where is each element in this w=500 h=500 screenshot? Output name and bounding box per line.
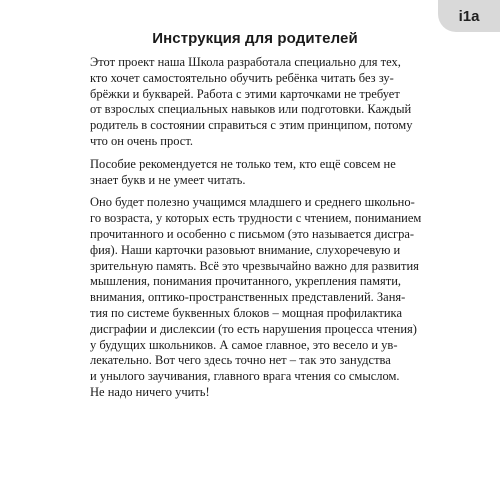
paragraph-recommendation [90,157,420,189]
page-title: Инструкция для родителей [152,30,358,47]
text-line: Этот проект наша Школа разработала специально для тех, [90,55,401,69]
text-line: родитель в состоянии справиться с этим принципом, потому [90,118,413,133]
text-line: тия по системе буквенных блоков – мощная профилактика [90,305,402,320]
document-body [90,30,420,408]
text-line: Оно будет полезно учащимся младшего и среднего школьно- [90,195,415,210]
text-line: и унылого заучивания, главного врага чтения со смыслом. [90,369,400,384]
text-line: го возраста, у которых есть трудности с чтением, пониманием [90,211,422,226]
text-line: у будущих школьников. А самое главное, это весело и ув- [90,337,398,352]
text-line: мышления, понимания прочитанного, укрепления памяти, [90,274,402,289]
text-line: лекательно. Вот чего здесь точно нет – так это занудства [90,353,391,368]
text-line: знает букв и не умеет читать. [90,172,246,187]
text-line: зрительную память. Всё это чрезвычайно важно для развития [90,258,419,273]
text-line: что он очень прост. [90,133,193,148]
text-line: прочитанного и особенно с письмом (это называется дисгра- [90,226,415,241]
page-number-tab [438,0,500,32]
paragraph-benefits [90,195,420,400]
page-number-label: i1a [458,7,480,25]
text-line: Пособие рекомендуется не только тем, кто ещё совсем не [90,156,396,171]
text-line: Не надо ничего учить! [90,384,210,399]
text-line: фия). Наши карточки разовьют внимание, слухоречевую и [90,242,401,257]
text-line: от взрослых специальных навыков или подготовки. Каждый [90,102,412,117]
text-line: внимания, оптико-пространственных представлений. Заня- [90,290,406,305]
text-line: брёжки и букварей. Работа с этими карточками не требует [90,86,400,101]
paragraph-intro [90,55,420,150]
text-line: дисграфии и дислексии (то есть нарушения процесса чтения) [90,321,417,336]
text-line: кто хочет самостоятельно обучить ребёнка читать без зу- [90,70,394,85]
